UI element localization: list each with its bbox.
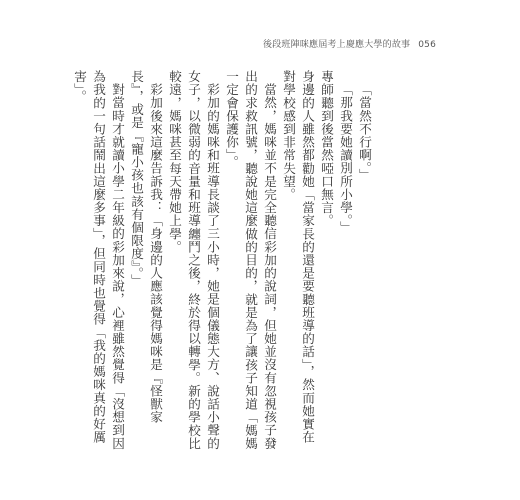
paragraph: 「那我要她讀別所小學。」 xyxy=(338,82,353,234)
paragraph: 彩加後來這麼告訴我：「身邊的人應該覺得媽咪是『怪獸家長』，或是『寵小孩也該有個限度』。」 xyxy=(129,70,163,424)
body-text xyxy=(51,70,374,450)
running-header xyxy=(263,37,436,50)
paragraph: 彩加的媽咪和班導長談了三小時，她是個儀態大方、說話小聲的女子，以微弱的音量和班導纏鬥之後，終於得以轉學。新的學校比較遠，媽咪甚至每天帶她上學。 xyxy=(167,70,220,450)
paragraph: 專師聽到後當然啞口無言。 xyxy=(319,70,334,228)
page-number: 056 xyxy=(418,40,436,50)
paragraph: 「當然不行啊。」 xyxy=(357,82,372,182)
running-header-title: 後段班陣咪應屆考上慶應大學的故事 xyxy=(263,40,411,50)
paragraph: 當然，媽咪並不是完全聽信彩加的說詞，但她並沒有忽視孩子發出的求救訊號，聽說她這麼做的目的，就是為了讓孩子知道「媽媽一定會保護你」。 xyxy=(224,70,277,450)
paragraph: 身邊的人雖然都勸她「當家長的還是要聽班導的話」，然而她實在對學校感到非常失望。 xyxy=(281,70,315,444)
paragraph: 對當時才就讀小學二年級的彩加來說，心裡雖然覺得「沒想到因為我的一句話鬧出這麼多事」，但同時也覺得「我的媽咪真的好厲害」。 xyxy=(72,70,125,450)
